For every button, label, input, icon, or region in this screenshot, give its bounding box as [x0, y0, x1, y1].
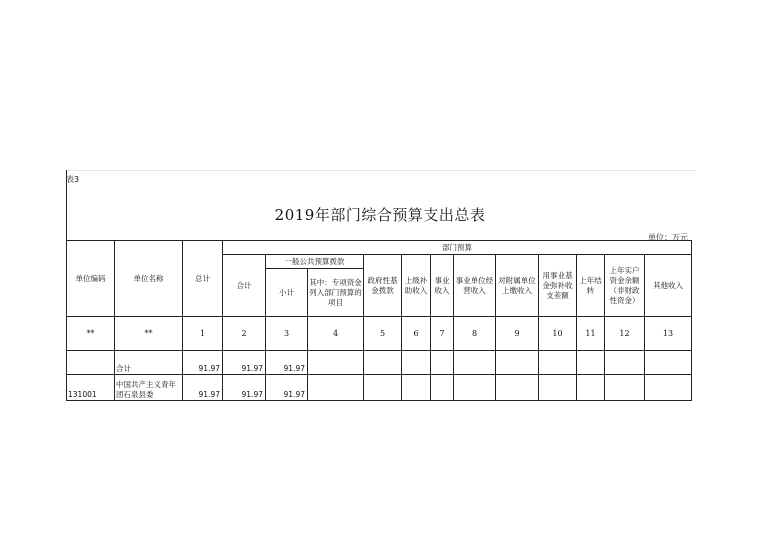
cell-empty [496, 351, 539, 375]
cell-empty [577, 375, 605, 401]
index-row [67, 317, 692, 351]
cell-sum: 91.97 [223, 351, 266, 375]
index-cell: 6 [402, 317, 431, 351]
cell-empty [645, 375, 692, 401]
header-dept-budget: 部门预算 [223, 241, 692, 255]
index-cell: 13 [645, 317, 692, 351]
header-small-total: 小计 [266, 269, 308, 317]
cell-name: 中国共产主义青年团石泉县委 [115, 375, 183, 401]
cell-total: 91.97 [183, 375, 223, 401]
index-cell: 11 [577, 317, 605, 351]
cell-empty [539, 351, 577, 375]
index-cell: 5 [364, 317, 402, 351]
cell-total: 91.97 [183, 351, 223, 375]
sheet-top-border [66, 170, 696, 171]
index-cell: 3 [266, 317, 308, 351]
cell-sum: 91.97 [223, 375, 266, 401]
cell-empty [605, 351, 645, 375]
cell-empty [402, 351, 431, 375]
header-sum: 合计 [223, 255, 266, 317]
header-last-year-balance: 上年实户资金余额（非财政性资金） [605, 255, 645, 317]
header-unit-name: 单位名称 [115, 241, 183, 317]
header-higher-subsidy: 上级补助收入 [402, 255, 431, 317]
page-title: 2019年部门综合预算支出总表 [274, 206, 486, 224]
cell-name: 合计 [115, 351, 183, 375]
header-business-income: 事业收入 [431, 255, 454, 317]
cell-code [67, 351, 115, 375]
header-affiliated-income: 对附属单位上缴收入 [496, 255, 539, 317]
sheet-label: 表3 [66, 175, 80, 184]
index-cell: ** [67, 317, 115, 351]
cell-empty [496, 375, 539, 401]
table-row [67, 375, 692, 401]
cell-empty [431, 375, 454, 401]
index-cell: 7 [431, 317, 454, 351]
header-business-fund: 用事业基金弥补收支差额 [539, 255, 577, 317]
index-cell: 9 [496, 317, 539, 351]
index-cell: 10 [539, 317, 577, 351]
cell-subtotal: 91.97 [266, 351, 308, 375]
cell-empty [454, 351, 496, 375]
cell-subtotal: 91.97 [266, 375, 308, 401]
cell-code: 131001 [67, 375, 115, 401]
cell-empty [364, 351, 402, 375]
cell-empty [605, 375, 645, 401]
cell-empty [431, 351, 454, 375]
table-row [67, 351, 692, 375]
index-cell: 4 [308, 317, 364, 351]
header-special-funds: 其中：专项资金列入部门预算的项目 [308, 269, 364, 317]
cell-empty [454, 375, 496, 401]
cell-empty [308, 351, 364, 375]
header-business-unit-income: 事业单位经营收入 [454, 255, 496, 317]
header-carryover: 上年结转 [577, 255, 605, 317]
cell-empty [539, 375, 577, 401]
header-total: 总计 [183, 241, 223, 317]
header-general-budget: 一般公共预算拨款 [266, 255, 364, 269]
cell-empty [402, 375, 431, 401]
index-cell: 12 [605, 317, 645, 351]
cell-empty [645, 351, 692, 375]
unit-label: 单位：万元 [648, 233, 688, 242]
header-other-income: 其他收入 [645, 255, 692, 317]
cell-empty [364, 375, 402, 401]
index-cell: ** [115, 317, 183, 351]
index-cell: 2 [223, 317, 266, 351]
cell-empty [577, 351, 605, 375]
budget-table [66, 240, 692, 401]
cell-empty [308, 375, 364, 401]
header-gov-fund: 政府性基金拨款 [364, 255, 402, 317]
index-cell: 8 [454, 317, 496, 351]
header-unit-code: 单位编码 [67, 241, 115, 317]
index-cell: 1 [183, 317, 223, 351]
